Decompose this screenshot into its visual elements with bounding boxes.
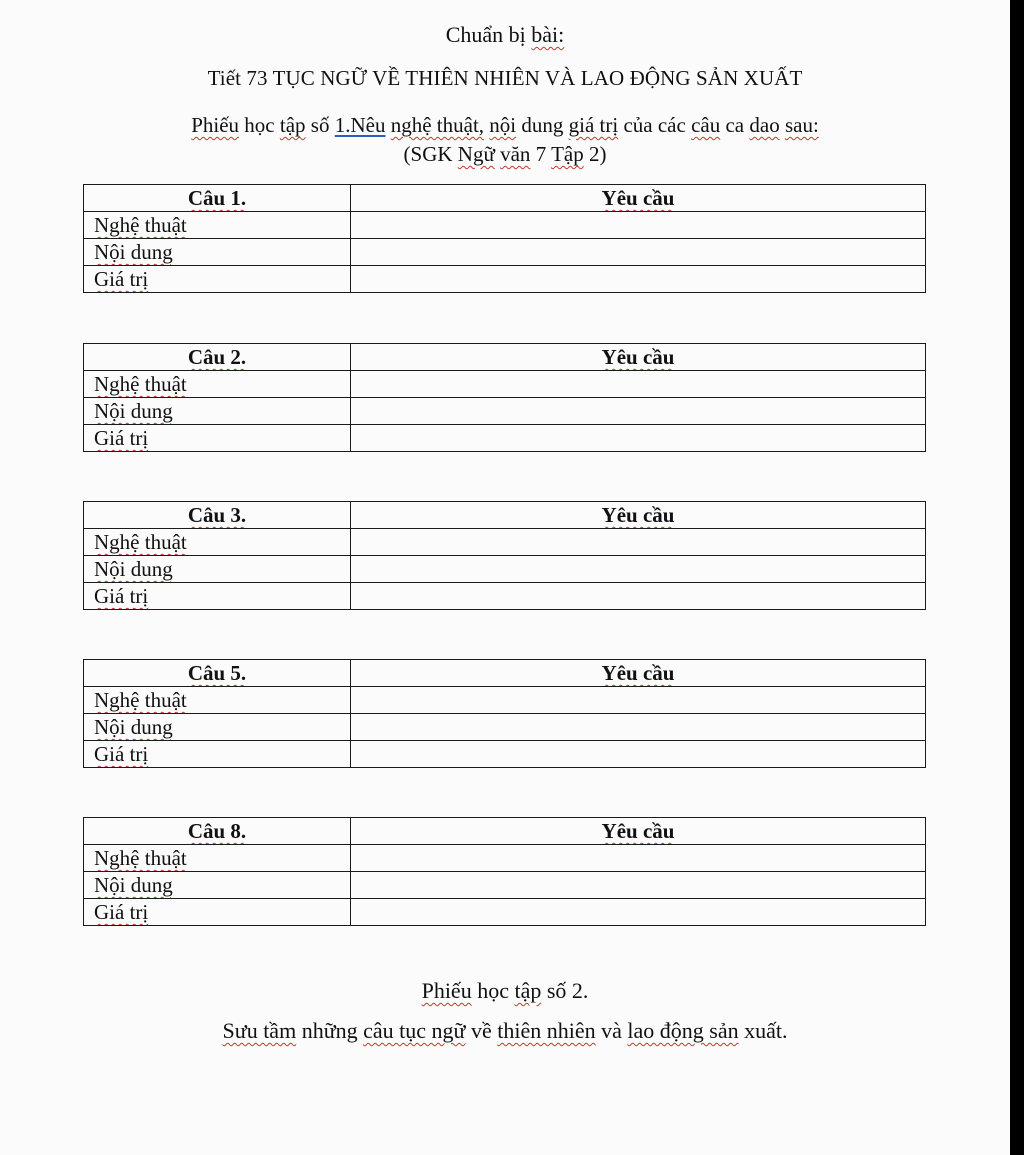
question-label: Câu 2. [84, 344, 351, 371]
table-row [84, 714, 926, 741]
requirement-header: Yêu cầu [351, 344, 926, 371]
row-label: Nội dung [84, 556, 351, 583]
answer-cell[interactable] [351, 371, 926, 398]
row-label: Giá trị [84, 266, 351, 293]
row-label: Nội dung [84, 714, 351, 741]
answer-cell[interactable] [351, 687, 926, 714]
answer-cell[interactable] [351, 899, 926, 926]
question-label: Câu 5. [84, 660, 351, 687]
answer-cell[interactable] [351, 239, 926, 266]
requirement-header: Yêu cầu [351, 185, 926, 212]
row-label: Nội dung [84, 872, 351, 899]
requirement-header: Yêu cầu [351, 502, 926, 529]
requirement-header: Yêu cầu [351, 818, 926, 845]
requirement-header: Yêu cầu [351, 660, 926, 687]
table-row [84, 556, 926, 583]
table-header-row [84, 818, 926, 845]
table-row [84, 239, 926, 266]
answer-cell[interactable] [351, 212, 926, 239]
answer-cell[interactable] [351, 529, 926, 556]
table-row [84, 425, 926, 452]
row-label: Nội dung [84, 398, 351, 425]
answer-cell[interactable] [351, 425, 926, 452]
answer-cell[interactable] [351, 872, 926, 899]
row-label: Giá trị [84, 583, 351, 610]
lesson-title: Tiết 73 TỤC NGỮ VỀ THIÊN NHIÊN VÀ LAO ĐỘNG SẢN XUẤT [207, 66, 803, 90]
table-row [84, 583, 926, 610]
answer-cell[interactable] [351, 583, 926, 610]
table-row [84, 212, 926, 239]
table-row [84, 899, 926, 926]
row-label: Nội dung [84, 239, 351, 266]
question-label: Câu 8. [84, 818, 351, 845]
row-label: Nghệ thuật [84, 371, 351, 398]
question-table-3 [83, 501, 926, 610]
answer-cell[interactable] [351, 556, 926, 583]
table-row [84, 845, 926, 872]
table-row [84, 398, 926, 425]
table-row [84, 371, 926, 398]
question-table-5 [83, 659, 926, 768]
table-row [84, 529, 926, 556]
answer-cell[interactable] [351, 266, 926, 293]
question-label: Câu 1. [84, 185, 351, 212]
answer-cell[interactable] [351, 398, 926, 425]
row-label: Nghệ thuật [84, 529, 351, 556]
worksheet-2-instruction: Sưu tầm những câu tục ngữ về thiên nhiên và lao động sản xuất. [222, 1018, 788, 1043]
worksheet-1-title: Phiếu học tập số 1.Nêu nghệ thuật, nội dung giá trị của các câu ca dao sau: [191, 113, 819, 137]
source-reference: (SGK Ngữ văn 7 Tập 2) [403, 142, 607, 166]
answer-cell[interactable] [351, 845, 926, 872]
table-row [84, 266, 926, 293]
question-label: Câu 3. [84, 502, 351, 529]
answer-cell[interactable] [351, 714, 926, 741]
row-label: Giá trị [84, 425, 351, 452]
question-table-1 [83, 184, 926, 293]
table-row [84, 741, 926, 768]
worksheet-2-title: Phiếu học tập số 2. [421, 978, 589, 1003]
question-table-2 [83, 343, 926, 452]
row-label: Nghệ thuật [84, 687, 351, 714]
table-header-row [84, 185, 926, 212]
table-row [84, 687, 926, 714]
answer-cell[interactable] [351, 741, 926, 768]
prep-heading: Chuẩn bị bài: [445, 22, 565, 47]
table-header-row [84, 344, 926, 371]
row-label: Nghệ thuật [84, 212, 351, 239]
table-header-row [84, 502, 926, 529]
table-header-row [84, 660, 926, 687]
question-table-8 [83, 817, 926, 926]
table-row [84, 872, 926, 899]
row-label: Giá trị [84, 899, 351, 926]
row-label: Giá trị [84, 741, 351, 768]
row-label: Nghệ thuật [84, 845, 351, 872]
